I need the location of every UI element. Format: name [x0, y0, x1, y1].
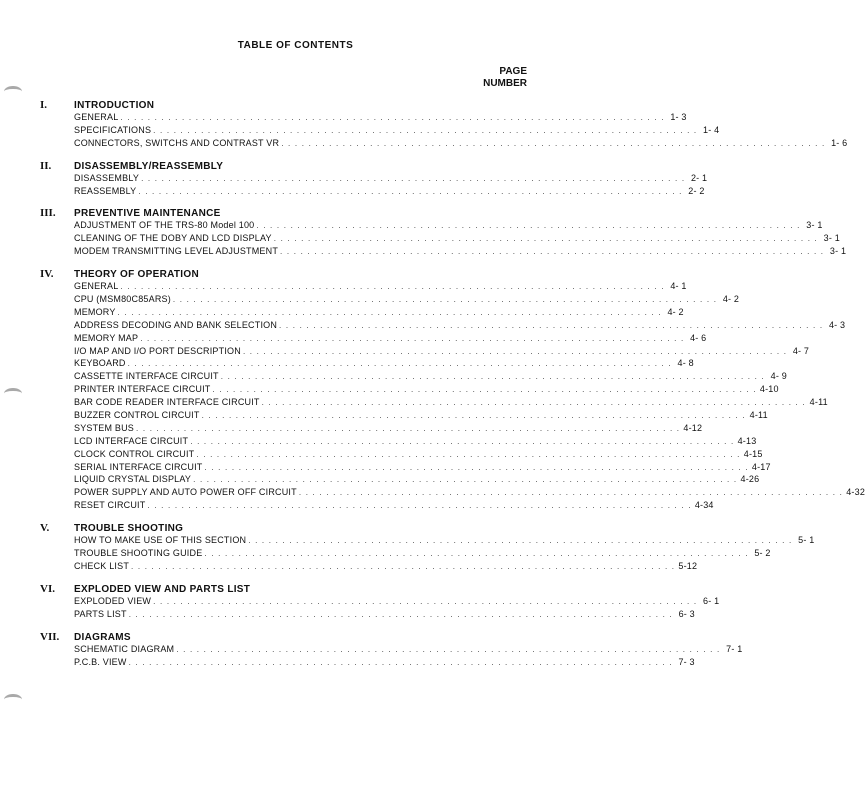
dot-leader: . . . . . . . . . . . . . . . . . . . . . . . . . . . . . . . . . . . . . . . . . . . . . . . . . . . . . . . . . . . . . . . . . . . . . . . . . . . . . . . .: [281, 138, 826, 148]
entry-label: ADJUSTMENT OF THE TRS-80 Model 100: [74, 220, 255, 231]
page-title: TABLE OF CONTENTS: [237, 40, 354, 51]
entry-page-number: 4-17: [751, 461, 771, 472]
entry-label: BAR CODE READER INTERFACE CIRCUIT: [74, 397, 260, 408]
entry-page-number: 1- 3: [670, 112, 687, 122]
toc-section: [40, 207, 847, 258]
entry-page-number: 4-32: [846, 487, 865, 498]
entry-page-number: 6- 1: [703, 595, 720, 606]
entry-page-number: 4- 1: [670, 281, 687, 292]
toc-entry[interactable]: [40, 461, 771, 474]
dot-leader: . . . . . . . . . . . . . . . . . . . . . . . . . . . . . . . . . . . . . . . . . . . . . . . . . . . . . . . . . . . . . . . . . . . . . . . . . . . . . . . .: [256, 221, 801, 231]
entry-label: SERIAL INTERFACE CIRCUIT: [74, 461, 203, 472]
section-numeral: III.: [40, 207, 56, 220]
entry-label: SCHEMATIC DIAGRAM: [74, 643, 175, 654]
entry-page-number: 4-10: [759, 384, 779, 395]
entry-page-number: 5- 1: [798, 535, 815, 546]
table-of-contents: [40, 99, 865, 678]
entry-page-number: 4-15: [743, 448, 763, 459]
entry-page-number: 4- 3: [828, 319, 846, 330]
dot-leader: . . . . . . . . . . . . . . . . . . . . . . . . . . . . . . . . . . . . . . . . . . . . . . . . . . . . . . . . . . . . . . . . . . . . . . . . . . . . . . . .: [273, 234, 818, 244]
dot-leader: . . . . . . . . . . . . . . . . . . . . . . . . . . . . . . . . . . . . . . . . . . . . . . . . . . . . . . . . . . . . . . . . . . . . . . . . . . . . . . . .: [193, 475, 738, 485]
toc-entry[interactable]: [40, 656, 695, 669]
entry-label: BUZZER CONTROL CIRCUIT: [74, 410, 200, 421]
toc-entry[interactable]: [40, 306, 684, 319]
dot-leader: . . . . . . . . . . . . . . . . . . . . . . . . . . . . . . . . . . . . . . . . . . . . . . . . . . . . . . . . . . . . . . . . . . . . . . . . . . . . . . . .: [147, 501, 692, 511]
toc-section: [40, 268, 865, 512]
toc-entry[interactable]: [40, 319, 846, 332]
dot-leader: . . . . . . . . . . . . . . . . . . . . . . . . . . . . . . . . . . . . . . . . . . . . . . . . . . . . . . . . . . . . . . . . . . . . . . . . . . . . . . . .: [127, 359, 672, 369]
toc-entry[interactable]: [40, 608, 695, 621]
dot-leader: . . . . . . . . . . . . . . . . . . . . . . . . . . . . . . . . . . . . . . . . . . . . . . . . . . . . . . . . . . . . . . . . . . . . . . . . . . . . . . . .: [201, 411, 746, 421]
entry-page-number: 2- 2: [688, 185, 705, 196]
section-heading: [40, 522, 528, 534]
dot-leader: . . . . . . . . . . . . . . . . . . . . . . . . . . . . . . . . . . . . . . . . . . . . . . . . . . . . . . . . . . . . . . . . . . . . . . . . . . . . . . . .: [204, 462, 749, 472]
toc-entry[interactable]: [40, 383, 779, 396]
section-numeral: V.: [40, 522, 50, 535]
entry-label: GENERAL: [74, 112, 119, 122]
dot-leader: . . . . . . . . . . . . . . . . . . . . . . . . . . . . . . . . . . . . . . . . . . . . . . . . . . . . . . . . . . . . . . . . . . . . . . . . . . . . . . . .: [196, 449, 741, 459]
entry-page-number: 4- 7: [792, 345, 810, 356]
entry-label: P.C.B. VIEW: [74, 656, 127, 667]
section-title: PREVENTIVE MAINTENANCE: [74, 208, 221, 220]
dot-leader: . . . . . . . . . . . . . . . . . . . . . . . . . . . . . . . . . . . . . . . . . . . . . . . . . . . . . . . . . . . . . . . . . . . . . . . . . . . . . . . .: [172, 295, 718, 305]
section-heading: [40, 631, 528, 643]
entry-page-number: 7- 3: [678, 656, 695, 667]
entry-label: LCD INTERFACE CIRCUIT: [74, 435, 189, 446]
toc-entry[interactable]: [40, 409, 768, 422]
section-title: DIAGRAMS: [74, 631, 131, 643]
section-title: THEORY OF OPERATION: [74, 269, 199, 281]
entry-label: SPECIFICATIONS: [74, 124, 152, 135]
dot-leader: . . . . . . . . . . . . . . . . . . . . . . . . . . . . . . . . . . . . . . . . . . . . . . . . . . . . . . . . . . . . . . . . . . . . . . . . . . . . . . . .: [298, 488, 844, 498]
entry-label: CONNECTORS, SWITCHS AND CONTRAST VR: [74, 137, 280, 148]
binder-hole-mark: [4, 86, 22, 97]
section-heading: [40, 207, 528, 219]
toc-entry[interactable]: [40, 435, 757, 448]
toc-entry[interactable]: [40, 172, 708, 185]
toc-entry[interactable]: [40, 280, 687, 293]
entry-page-number: 3- 1: [806, 220, 823, 231]
entry-label: TROUBLE SHOOTING GUIDE: [74, 548, 203, 559]
entry-label: CLEANING OF THE DOBY AND LCD DISPLAY: [74, 233, 272, 244]
entry-label: MEMORY MAP: [74, 332, 139, 343]
toc-entry[interactable]: [40, 232, 840, 245]
section-title: TROUBLE SHOOTING: [74, 523, 184, 535]
entry-page-number: 4-11: [749, 410, 768, 421]
binder-hole-mark: [4, 388, 22, 399]
entry-label: DISASSEMBLY: [74, 172, 140, 183]
toc-entry[interactable]: [40, 345, 810, 358]
entry-label: ADDRESS DECODING AND BANK SELECTION: [74, 319, 278, 330]
section-numeral: II.: [40, 159, 52, 172]
dot-leader: . . . . . . . . . . . . . . . . . . . . . . . . . . . . . . . . . . . . . . . . . . . . . . . . . . . . . . . . . . . . . . . . . . . . . . . . . . . . . . . .: [220, 372, 765, 382]
toc-entry[interactable]: [40, 219, 823, 232]
entry-label: LIQUID CRYSTAL DISPLAY: [74, 474, 192, 485]
entry-label: I/O MAP AND I/O PORT DESCRIPTION: [74, 345, 241, 356]
dot-leader: . . . . . . . . . . . . . . . . . . . . . . . . . . . . . . . . . . . . . . . . . . . . . . . . . . . . . . . . . . . . . . . . . . . . . . . . . . . . . . . .: [190, 436, 735, 446]
toc-entry[interactable]: [40, 499, 714, 512]
dot-leader: . . . . . . . . . . . . . . . . . . . . . . . . . . . . . . . . . . . . . . . . . . . . . . . . . . . . . . . . . . . . . . . . . . . . . . . . . . . . . . . .: [120, 113, 665, 122]
section-heading: [40, 99, 528, 111]
toc-entry[interactable]: [40, 357, 694, 370]
toc-entry[interactable]: [40, 245, 847, 258]
toc-entry[interactable]: [40, 595, 720, 608]
entry-page-number: 4-34: [694, 500, 714, 511]
dot-leader: . . . . . . . . . . . . . . . . . . . . . . . . . . . . . . . . . . . . . . . . . . . . . . . . . . . . . . . . . . . . . . . . . . . . . . . . . . . . . . . .: [280, 247, 825, 257]
dot-leader: . . . . . . . . . . . . . . . . . . . . . . . . . . . . . . . . . . . . . . . . . . . . . . . . . . . . . . . . . . . . . . . . . . . . . . . . . . . . . . . .: [141, 173, 686, 183]
entry-label: REASSEMBLY: [74, 185, 137, 196]
toc-entry[interactable]: [40, 396, 828, 409]
toc-entry[interactable]: [40, 332, 707, 345]
entry-page-number: 4-11: [809, 397, 828, 408]
entry-label: MODEM TRANSMITTING LEVEL ADJUSTMENT: [74, 246, 279, 257]
toc-section: [40, 159, 708, 198]
dot-leader: . . . . . . . . . . . . . . . . . . . . . . . . . . . . . . . . . . . . . . . . . . . . . . . . . . . . . . . . . . . . . . . . . . . . . . . . . . . . . . . .: [138, 186, 683, 196]
entry-label: HOW TO MAKE USE OF THIS SECTION: [74, 535, 247, 546]
entry-page-number: 4- 2: [667, 306, 684, 317]
toc-section: [40, 99, 848, 150]
toc-entry[interactable]: [40, 111, 687, 124]
entry-label: CPU (MSM80C85ARS): [74, 294, 171, 305]
dot-leader: . . . . . . . . . . . . . . . . . . . . . . . . . . . . . . . . . . . . . . . . . . . . . . . . . . . . . . . . . . . . . . . . . . . . . . . . . . . . . . . .: [136, 423, 681, 433]
entry-page-number: 4-13: [737, 435, 757, 446]
entry-label: KEYBOARD: [74, 358, 126, 369]
dot-leader: . . . . . . . . . . . . . . . . . . . . . . . . . . . . . . . . . . . . . . . . . . . . . . . . . . . . . . . . . . . . . . . . . . . . . . . . . . . . . . . .: [120, 282, 665, 292]
dot-leader: . . . . . . . . . . . . . . . . . . . . . . . . . . . . . . . . . . . . . . . . . . . . . . . . . . . . . . . . . . . . . . . . . . . . . . . . . . . . . . . .: [131, 561, 676, 571]
entry-label: PRINTER INTERFACE CIRCUIT: [74, 384, 211, 395]
entry-page-number: 3- 1: [829, 246, 847, 257]
entry-page-number: 4- 2: [722, 294, 740, 305]
entry-label: CLOCK CONTROL CIRCUIT: [74, 448, 195, 459]
dot-leader: . . . . . . . . . . . . . . . . . . . . . . . . . . . . . . . . . . . . . . . . . . . . . . . . . . . . . . . . . . . . . . . . . . . . . . . . . . . . . . . .: [128, 609, 673, 619]
page-number-column-header: [483, 66, 527, 90]
entry-page-number: 6- 3: [678, 608, 695, 619]
entry-label: PARTS LIST: [74, 608, 127, 619]
page-header-line2: NUMBER: [483, 78, 527, 89]
toc-entry[interactable]: [40, 422, 703, 435]
entry-label: MEMORY: [74, 306, 116, 317]
dot-leader: . . . . . . . . . . . . . . . . . . . . . . . . . . . . . . . . . . . . . . . . . . . . . . . . . . . . . . . . . . . . . . . . . . . . . . . . . . . . . . . .: [279, 320, 824, 330]
dot-leader: . . . . . . . . . . . . . . . . . . . . . . . . . . . . . . . . . . . . . . . . . . . . . . . . . . . . . . . . . . . . . . . . . . . . . . . . . . . . . . . .: [176, 644, 721, 654]
entry-page-number: 4- 6: [690, 332, 707, 343]
entry-page-number: 5-12: [678, 560, 698, 571]
toc-entry[interactable]: [40, 185, 705, 198]
section-title: EXPLODED VIEW AND PARTS LIST: [74, 583, 251, 595]
entry-page-number: 4-26: [740, 474, 760, 485]
dot-leader: . . . . . . . . . . . . . . . . . . . . . . . . . . . . . . . . . . . . . . . . . . . . . . . . . . . . . . . . . . . . . . . . . . . . . . . . . . . . . . . .: [242, 346, 788, 356]
toc-entry[interactable]: [40, 370, 787, 383]
entry-label: RESET CIRCUIT: [74, 500, 146, 511]
entry-label: SYSTEM BUS: [74, 422, 135, 433]
dot-leader: . . . . . . . . . . . . . . . . . . . . . . . . . . . . . . . . . . . . . . . . . . . . . . . . . . . . . . . . . . . . . . . . . . . . . . . . . . . . . . . .: [153, 125, 698, 135]
entry-page-number: 5- 2: [754, 548, 771, 559]
dot-leader: . . . . . . . . . . . . . . . . . . . . . . . . . . . . . . . . . . . . . . . . . . . . . . . . . . . . . . . . . . . . . . . . . . . . . . . . . . . . . . . .: [140, 333, 685, 343]
section-numeral: IV.: [40, 268, 54, 281]
toc-entry[interactable]: [40, 124, 720, 137]
toc-entry[interactable]: [40, 560, 698, 573]
entry-label: EXPLODED VIEW: [74, 595, 152, 606]
toc-entry[interactable]: [40, 486, 865, 499]
section-numeral: VI.: [40, 582, 55, 595]
entry-label: CHECK LIST: [74, 560, 130, 571]
dot-leader: . . . . . . . . . . . . . . . . . . . . . . . . . . . . . . . . . . . . . . . . . . . . . . . . . . . . . . . . . . . . . . . . . . . . . . . . . . . . . . . .: [261, 398, 806, 408]
toc-section: [40, 522, 815, 573]
toc-entry[interactable]: [40, 534, 815, 547]
section-title: DISASSEMBLY/REASSEMBLY: [74, 160, 224, 172]
section-title: INTRODUCTION: [74, 100, 155, 111]
section-heading: [40, 268, 528, 280]
entry-page-number: 1- 6: [831, 137, 848, 148]
binder-hole-mark: [4, 694, 22, 705]
entry-label: GENERAL: [74, 281, 119, 292]
entry-label: POWER SUPPLY AND AUTO POWER OFF CIRCUIT: [74, 487, 297, 498]
dot-leader: . . . . . . . . . . . . . . . . . . . . . . . . . . . . . . . . . . . . . . . . . . . . . . . . . . . . . . . . . . . . . . . . . . . . . . . . . . . . . . . .: [128, 657, 673, 667]
dot-leader: . . . . . . . . . . . . . . . . . . . . . . . . . . . . . . . . . . . . . . . . . . . . . . . . . . . . . . . . . . . . . . . . . . . . . . . . . . . . . . . .: [212, 385, 757, 395]
entry-page-number: 4- 8: [677, 358, 694, 369]
dot-leader: . . . . . . . . . . . . . . . . . . . . . . . . . . . . . . . . . . . . . . . . . . . . . . . . . . . . . . . . . . . . . . . . . . . . . . . . . . . . . . . .: [153, 596, 698, 606]
section-numeral: VII.: [40, 630, 60, 643]
entry-page-number: 3- 1: [823, 233, 840, 244]
entry-label: CASSETTE INTERFACE CIRCUIT: [74, 371, 219, 382]
page-header-line1: PAGE: [499, 66, 527, 77]
entry-page-number: 7- 1: [726, 643, 743, 654]
toc-entry[interactable]: [40, 293, 740, 306]
section-heading: [40, 583, 528, 595]
toc-entry[interactable]: [40, 547, 771, 560]
toc-entry[interactable]: [40, 643, 743, 656]
toc-entry[interactable]: [40, 473, 760, 486]
toc-section: [40, 630, 743, 669]
toc-entry[interactable]: [40, 137, 848, 150]
entry-page-number: 4-12: [683, 422, 703, 433]
entry-page-number: 4- 9: [770, 371, 787, 382]
dot-leader: . . . . . . . . . . . . . . . . . . . . . . . . . . . . . . . . . . . . . . . . . . . . . . . . . . . . . . . . . . . . . . . . . . . . . . . . . . . . . . . .: [117, 307, 662, 317]
entry-page-number: 1- 4: [703, 124, 720, 135]
toc-section: [40, 582, 720, 621]
section-numeral: I.: [40, 99, 48, 111]
dot-leader: . . . . . . . . . . . . . . . . . . . . . . . . . . . . . . . . . . . . . . . . . . . . . . . . . . . . . . . . . . . . . . . . . . . . . . . . . . . . . . . .: [248, 536, 793, 546]
dot-leader: . . . . . . . . . . . . . . . . . . . . . . . . . . . . . . . . . . . . . . . . . . . . . . . . . . . . . . . . . . . . . . . . . . . . . . . . . . . . . . . .: [204, 549, 749, 559]
entry-page-number: 2- 1: [690, 172, 708, 183]
section-heading: [40, 160, 528, 172]
toc-entry[interactable]: [40, 448, 763, 461]
